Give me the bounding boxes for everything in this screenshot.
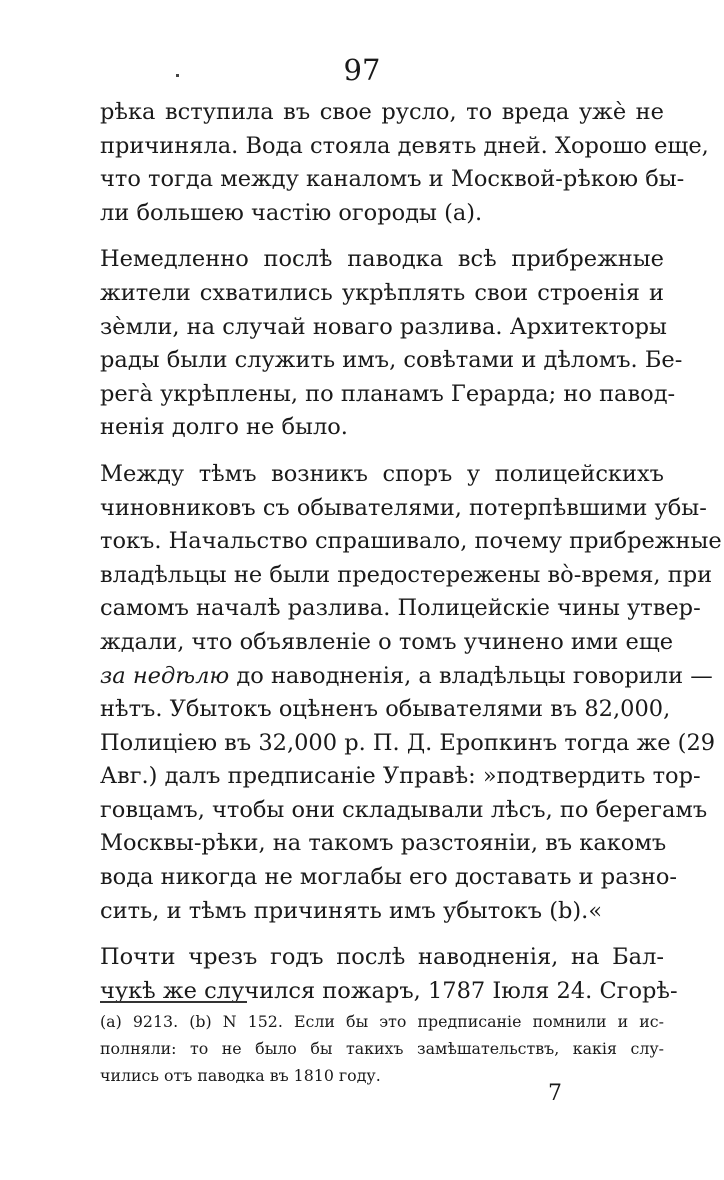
- footnotes: [100, 1008, 664, 1089]
- text-line: ненія долго не было.: [100, 414, 348, 441]
- text-line: говцамъ, чтобы они складывали лѣсъ, по берегамъ: [100, 796, 708, 823]
- text-line-with-italic: [100, 660, 713, 694]
- text-line: причиняла. Вода стояла девять дней. Хорошо еще,: [100, 132, 709, 159]
- page-number: 97: [343, 53, 381, 87]
- text-line: Авг.) далъ предписаніе Управѣ: »подтвердить тор-: [100, 763, 701, 790]
- text-line: рѣка вступила въ свое русло, то вреда ужѐ не: [100, 99, 664, 125]
- footnote-divider: [100, 1001, 247, 1003]
- paragraph-4: [100, 941, 678, 1008]
- paragraph-1: [100, 96, 709, 230]
- paragraph-2: [100, 243, 683, 445]
- text-line: вода никогда не моглабы его доставать и разно-: [100, 864, 678, 891]
- text-line: самомъ началѣ разлива. Полицейскіе чины утвер-: [100, 595, 701, 622]
- text-line: нѣтъ. Убытокъ оцѣненъ обывателями въ 82,000,: [100, 696, 671, 723]
- text-line: Почти чрезъ годъ послѣ наводненія, на Бал-: [100, 944, 664, 971]
- text-line: Полиціею въ 32,000 р. П. Д. Еропкинъ тогда же (29: [100, 729, 716, 756]
- text-line: рады были служить имъ, совѣтами и дѣломъ. Бе-: [100, 347, 683, 374]
- text-line: Между тѣмъ возникъ споръ у полицейскихъ: [100, 460, 664, 487]
- text-line: владѣльцы не были предостережены во̀-время, при: [100, 561, 713, 588]
- text-line: Немедленно послѣ паводка всѣ прибрежные: [100, 246, 664, 273]
- text-line: зѐмли, на случай новаго разлива. Архитекторы: [100, 313, 667, 340]
- footnote-line: чились отъ паводка въ 1810 году.: [100, 1066, 381, 1085]
- italic-phrase: за недѣлю: [100, 662, 230, 689]
- text-line: ждали, что объявленіе о томъ учинено ими еще: [100, 628, 674, 655]
- signature-mark: 7: [548, 1081, 562, 1106]
- text-fragment: до наводненія, а владѣльцы говорили —: [229, 662, 713, 689]
- text-line: регà укрѣплены, по планамъ Герарда; но павод-: [100, 380, 676, 407]
- text-line: ли большею частію огороды (а).: [100, 199, 483, 226]
- text-line: чиновниковъ съ обывателями, потерпѣвшими убы-: [100, 494, 707, 521]
- text-line: Москвы-рѣки, на такомъ разстояніи, въ какомъ: [100, 830, 667, 857]
- text-line: токъ. Начальство спрашивало, почему прибрежные: [100, 528, 722, 555]
- text-line: сить, и тѣмъ причинять имъ убытокъ (b).«: [100, 897, 603, 924]
- paragraph-3: [100, 458, 722, 928]
- text-line: жители схватились укрѣплять свои строенія и: [100, 279, 664, 306]
- text-line: что тогда между каналомъ и Москвой-рѣкою бы-: [100, 166, 685, 193]
- footnote-line: (а) 9213. (b) N 152. Если бы это предписаніе помнили и ис-: [100, 1012, 664, 1031]
- footnote-line: полняли: то не было бы такихъ замѣшательствъ, какія слу-: [100, 1039, 664, 1058]
- text-line: чукѣ же случился пожаръ, 1787 Іюля 24. Сгорѣ-: [100, 977, 678, 1004]
- body-text: [100, 96, 722, 1021]
